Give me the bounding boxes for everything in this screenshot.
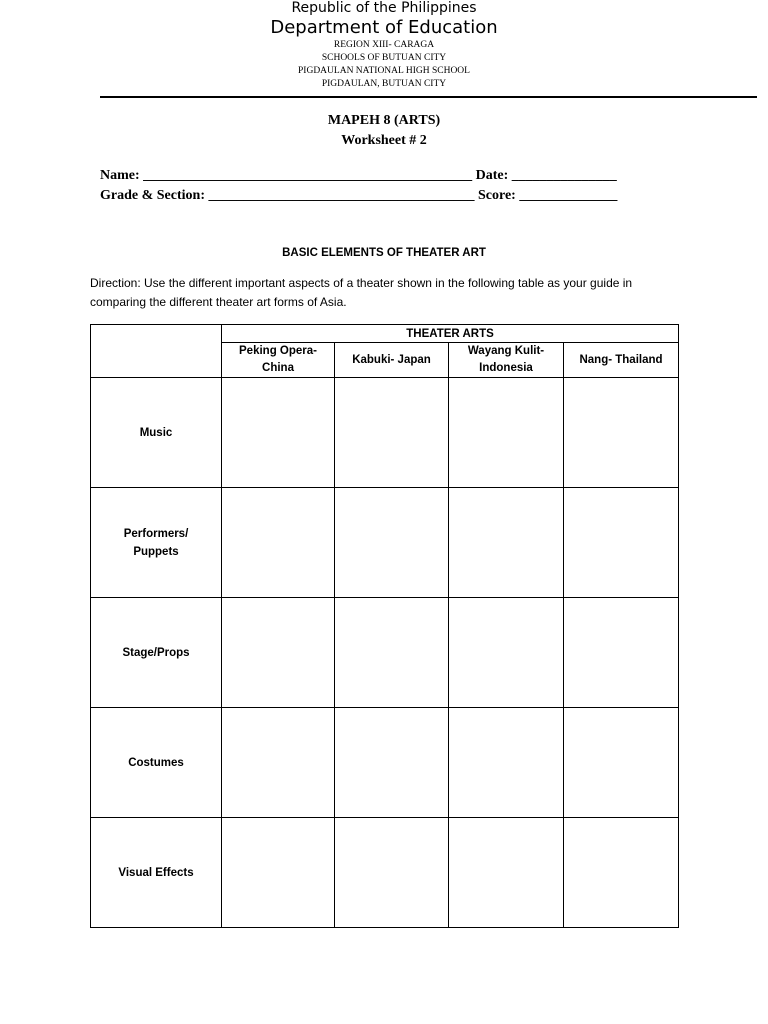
- answer-cell[interactable]: [449, 598, 564, 708]
- row-label-visual-effects: Visual Effects: [91, 818, 222, 928]
- letterhead: [0, 0, 768, 91]
- answer-cell[interactable]: [564, 488, 679, 598]
- row-label-costumes: Costumes: [91, 708, 222, 818]
- answer-cell[interactable]: [335, 708, 449, 818]
- answer-cell[interactable]: [335, 488, 449, 598]
- table-row: [91, 818, 679, 928]
- answer-cell[interactable]: [449, 378, 564, 488]
- region-label: REGION XIII- CARAGA: [333, 40, 435, 50]
- table-row: [91, 378, 679, 488]
- republic-label: Republic of the Philippines: [291, 0, 477, 16]
- schools-label: SCHOOLS OF BUTUAN CITY: [321, 53, 447, 63]
- answer-cell[interactable]: [222, 488, 335, 598]
- column-header-nang: Nang- Thailand: [564, 343, 679, 378]
- answer-cell[interactable]: [564, 818, 679, 928]
- answer-cell[interactable]: [449, 708, 564, 818]
- column-header-peking-opera: Peking Opera- China: [222, 343, 335, 378]
- row-label-music: Music: [91, 378, 222, 488]
- answer-cell[interactable]: [335, 378, 449, 488]
- answer-cell[interactable]: [222, 708, 335, 818]
- answer-cell[interactable]: [335, 818, 449, 928]
- answer-cell[interactable]: [564, 708, 679, 818]
- direction-text: Direction: Use the different important aspects of a theater shown in the following table as your guide in comparing the different theater art forms of Asia.: [90, 276, 633, 309]
- answer-cell[interactable]: [335, 598, 449, 708]
- theater-comparison-table: [90, 324, 679, 928]
- table-row: [91, 598, 679, 708]
- section-title: BASIC ELEMENTS OF THEATER ART: [282, 247, 486, 259]
- answer-cell[interactable]: [564, 598, 679, 708]
- answer-cell[interactable]: [449, 488, 564, 598]
- column-header-wayang-kulit: Wayang Kulit- Indonesia: [449, 343, 564, 378]
- name-date-line: Name: _______________________________________________ Date: _______________: [100, 168, 617, 183]
- header-divider: [100, 96, 757, 98]
- theater-arts-header: THEATER ARTS: [222, 325, 679, 343]
- subject-title: MAPEH 8 (ARTS): [327, 113, 441, 128]
- department-label: Department of Education: [270, 17, 498, 38]
- corner-cell: [91, 325, 222, 378]
- row-label-performers: Performers/ Puppets: [91, 488, 222, 598]
- table-row: [91, 708, 679, 818]
- column-header-kabuki: Kabuki- Japan: [335, 343, 449, 378]
- answer-cell[interactable]: [449, 818, 564, 928]
- answer-cell[interactable]: [222, 818, 335, 928]
- answer-cell[interactable]: [564, 378, 679, 488]
- grade-score-line: Grade & Section: ______________________________________ Score: ______________: [100, 188, 618, 203]
- worksheet-title: [0, 111, 768, 151]
- row-label-stage-props: Stage/Props: [91, 598, 222, 708]
- school-address: PIGDAULAN, BUTUAN CITY: [321, 79, 447, 89]
- school-name: PIGDAULAN NATIONAL HIGH SCHOOL: [298, 66, 470, 76]
- table-row: [91, 488, 679, 598]
- answer-cell[interactable]: [222, 378, 335, 488]
- worksheet-number: Worksheet # 2: [341, 133, 427, 148]
- answer-cell[interactable]: [222, 598, 335, 708]
